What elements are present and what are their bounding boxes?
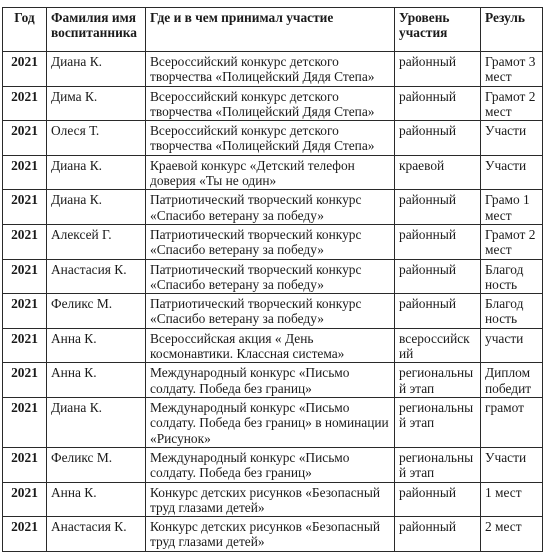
cell-year: 2021 xyxy=(3,190,47,225)
table-row xyxy=(3,517,543,552)
cell-name: Диана К. xyxy=(47,397,146,447)
table-row xyxy=(3,224,543,259)
cell-name: Диана К. xyxy=(47,190,146,225)
cell-level: краевой xyxy=(395,155,481,190)
cell-name: Анна К. xyxy=(47,363,146,398)
cell-year: 2021 xyxy=(3,328,47,363)
table-header-row xyxy=(3,8,543,52)
cell-year: 2021 xyxy=(3,259,47,294)
cell-result: грамот xyxy=(481,397,543,447)
cell-level: районный xyxy=(395,259,481,294)
cell-year: 2021 xyxy=(3,224,47,259)
cell-name: Олеся Т. xyxy=(47,121,146,156)
cell-name: Диана К. xyxy=(47,52,146,87)
cell-year: 2021 xyxy=(3,517,47,552)
cell-year: 2021 xyxy=(3,397,47,447)
cell-result: Диплом победит xyxy=(481,363,543,398)
cell-level: районный xyxy=(395,224,481,259)
cell-year: 2021 xyxy=(3,121,47,156)
cell-where: Патриотический творческий конкурс «Спасибо ветерану за победу» xyxy=(146,224,395,259)
cell-result: Участи xyxy=(481,447,543,482)
cell-name: Дима К. xyxy=(47,86,146,121)
cell-result: участи xyxy=(481,328,543,363)
cell-where: Международный конкурс «Письмо солдату. Победа без границ» xyxy=(146,447,395,482)
table-row xyxy=(3,397,543,447)
cell-where: Патриотический творческий конкурс «Спасибо ветерану за победу» xyxy=(146,190,395,225)
cell-where: Всероссийский конкурс детского творчества «Полицейский Дядя Степа» xyxy=(146,121,395,156)
table-row xyxy=(3,259,543,294)
cell-result: Грамо 1 мест xyxy=(481,190,543,225)
cell-where: Патриотический творческий конкурс «Спасибо ветерану за победу» xyxy=(146,294,395,329)
cell-result: Благод ность xyxy=(481,294,543,329)
cell-name: Феликс М. xyxy=(47,294,146,329)
table-row xyxy=(3,155,543,190)
table-row xyxy=(3,52,543,87)
cell-result: Грамот 2 мест xyxy=(481,86,543,121)
cell-result: Благод ность xyxy=(481,259,543,294)
cell-where: Патриотический творческий конкурс «Спасибо ветерану за победу» xyxy=(146,259,395,294)
cell-where: Краевой конкурс «Детский телефон доверия «Ты не один» xyxy=(146,155,395,190)
table-row xyxy=(3,294,543,329)
cell-name: Диана К. xyxy=(47,155,146,190)
cell-year: 2021 xyxy=(3,482,47,517)
cell-level: районный xyxy=(395,482,481,517)
cell-level: районный xyxy=(395,517,481,552)
cell-level: региональный этап xyxy=(395,447,481,482)
header-level: Уровень участия xyxy=(395,8,481,52)
table-row xyxy=(3,328,543,363)
header-name: Фамилия имя воспитанника xyxy=(47,8,146,52)
cell-level: всероссийский xyxy=(395,328,481,363)
participation-table xyxy=(2,7,543,552)
cell-name: Анастасия К. xyxy=(47,259,146,294)
cell-name: Анна К. xyxy=(47,482,146,517)
cell-where: Всероссийская акция « День космонавтики. Классная система» xyxy=(146,328,395,363)
cell-level: районный xyxy=(395,121,481,156)
cell-name: Алексей Г. xyxy=(47,224,146,259)
cell-year: 2021 xyxy=(3,52,47,87)
cell-year: 2021 xyxy=(3,294,47,329)
header-where: Где и в чем принимал участие xyxy=(146,8,395,52)
cell-name: Феликс М. xyxy=(47,447,146,482)
table-row xyxy=(3,363,543,398)
cell-level: районный xyxy=(395,294,481,329)
cell-where: Всероссийский конкурс детского творчества «Полицейский Дядя Степа» xyxy=(146,86,395,121)
cell-result: Грамот 2 мест xyxy=(481,224,543,259)
cell-name: Анастасия К. xyxy=(47,517,146,552)
cell-level: районный xyxy=(395,86,481,121)
cell-year: 2021 xyxy=(3,363,47,398)
table-row xyxy=(3,482,543,517)
cell-name: Анна К. xyxy=(47,328,146,363)
cell-result: Грамот 3 мест xyxy=(481,52,543,87)
cell-year: 2021 xyxy=(3,447,47,482)
cell-result: Участи xyxy=(481,155,543,190)
cell-level: районный xyxy=(395,190,481,225)
cell-result: Участи xyxy=(481,121,543,156)
table-row xyxy=(3,86,543,121)
cell-where: Всероссийский конкурс детского творчества «Полицейский Дядя Степа» xyxy=(146,52,395,87)
cell-where: Конкурс детских рисунков «Безопасный труд глазами детей» xyxy=(146,482,395,517)
cell-where: Международный конкурс «Письмо солдату. Победа без границ» xyxy=(146,363,395,398)
cell-result: 2 мест xyxy=(481,517,543,552)
cell-level: районный xyxy=(395,52,481,87)
cell-level: региональный этап xyxy=(395,397,481,447)
cell-where: Международный конкурс «Письмо солдату. Победа без границ» в номинации «Рисунок» xyxy=(146,397,395,447)
table-row xyxy=(3,447,543,482)
cell-level: региональный этап xyxy=(395,363,481,398)
cell-where: Конкурс детских рисунков «Безопасный труд глазами детей» xyxy=(146,517,395,552)
header-result: Резуль xyxy=(481,8,543,52)
cell-year: 2021 xyxy=(3,155,47,190)
cell-year: 2021 xyxy=(3,86,47,121)
table-row xyxy=(3,121,543,156)
table-row xyxy=(3,190,543,225)
cell-result: 1 мест xyxy=(481,482,543,517)
participation-table-page xyxy=(2,7,542,552)
header-year: Год xyxy=(3,8,47,52)
